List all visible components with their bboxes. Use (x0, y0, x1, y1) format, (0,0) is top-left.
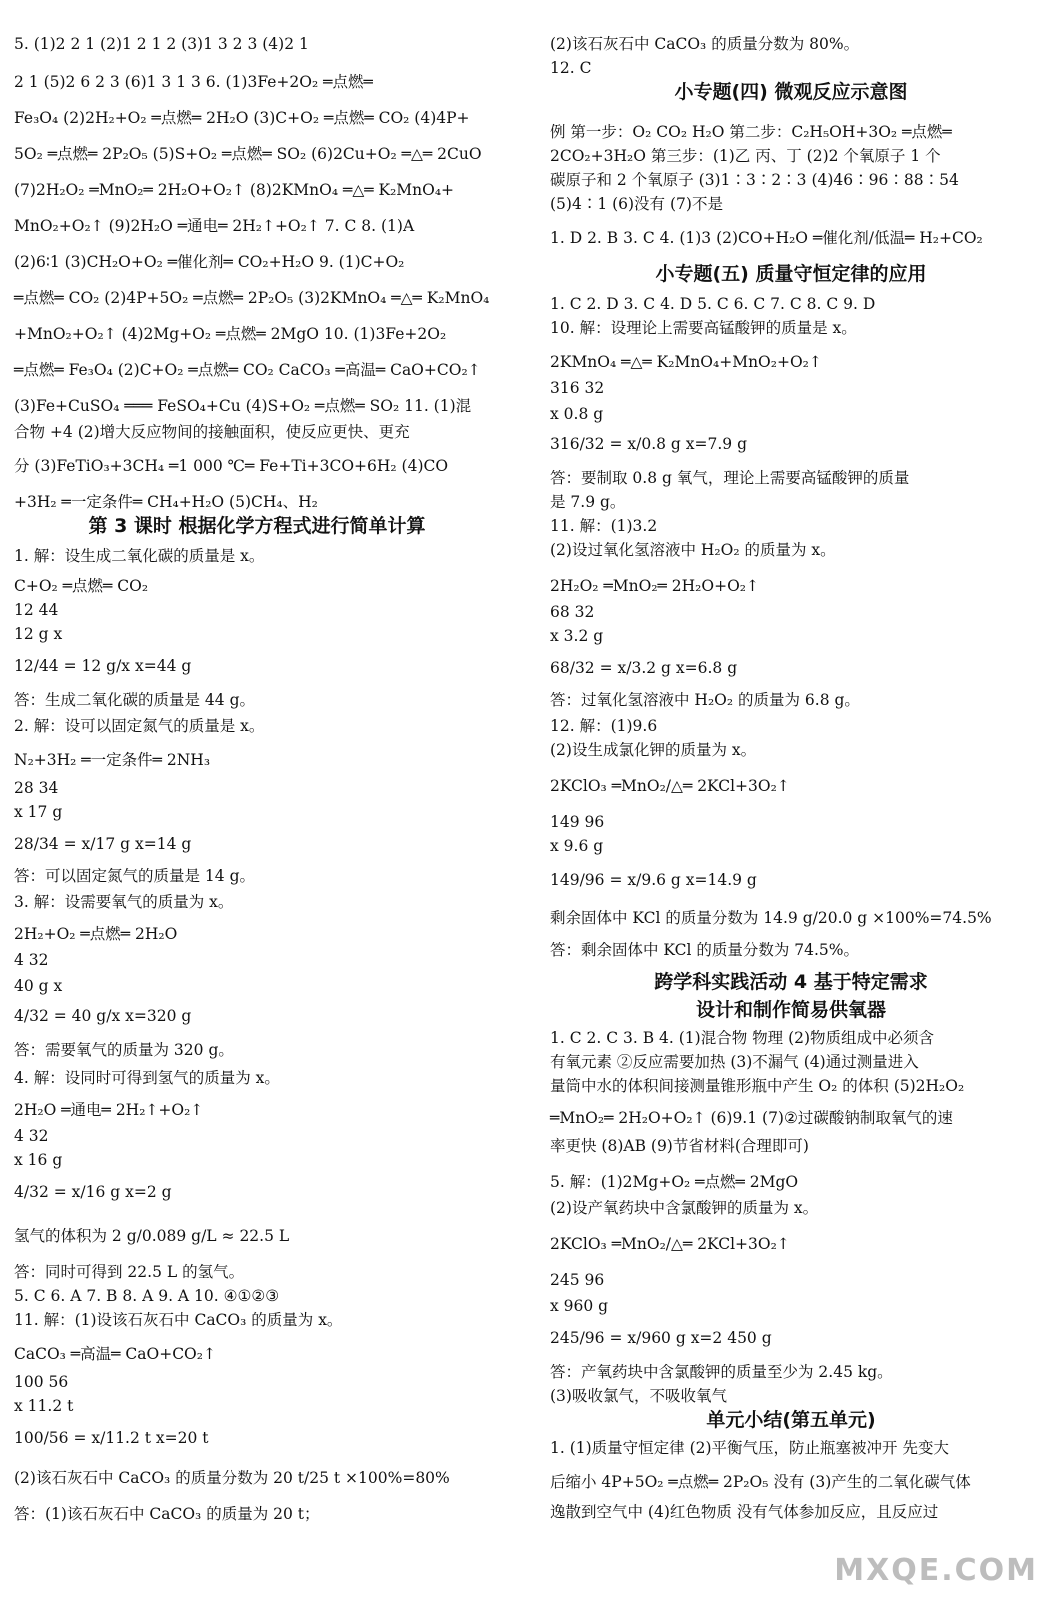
text-line: 1. C 2. D 3. C 4. D 5. C 6. C 7. C 8. C 9. D (550, 295, 876, 313)
text-line: (7)2H₂O₂ ═MnO₂═ 2H₂O+O₂↑ (8)2KMnO₄ ═△═ K₂MnO₄+ (14, 181, 455, 199)
text-line: 1. 解：设生成二氧化碳的质量是 x。 (14, 547, 265, 565)
text-line: x 3.2 g (550, 627, 604, 645)
section-heading: 设计和制作简易供氧器 (695, 999, 886, 1021)
text-line: 5. (1)2 2 1 (2)1 2 1 2 (3)1 3 2 3 (4)2 1 (14, 35, 309, 53)
text-line: 11. 解：(1)3.2 (550, 517, 658, 535)
text-line: 4/32 = x/16 g x=2 g (14, 1183, 172, 1201)
section-heading: 跨学科实践活动 4 基于特定需求 (654, 971, 928, 993)
section-heading: 第 3 课时 根据化学方程式进行简单计算 (88, 515, 426, 537)
text-line: 149/96 = x/9.6 g x=14.9 g (550, 871, 757, 889)
text-line: x 960 g (550, 1297, 609, 1315)
text-line: 逸散到空气中 (4)红色物质 没有气体参加反应，且反应过 (550, 1503, 939, 1521)
text-line: 4. 解：设同时可得到氢气的质量为 x。 (14, 1069, 280, 1087)
text-line: MnO₂+O₂↑ (9)2H₂O ═通电═ 2H₂↑+O₂↑ 7. C 8. (1)A (14, 217, 415, 235)
text-line: ═点燃═ Fe₃O₄ (2)C+O₂ ═点燃═ CO₂ CaCO₃ ═高温═ CaO+CO₂↑ (14, 361, 481, 379)
text-line: x 9.6 g (550, 837, 604, 855)
text-line: (2)设过氧化氢溶液中 H₂O₂ 的质量为 x。 (550, 541, 836, 559)
text-line: 答：生成二氧化碳的质量是 44 g。 (14, 691, 256, 709)
text-line: 4/32 = 40 g/x x=320 g (14, 1007, 192, 1025)
text-line: (2)设生成氯化钾的质量为 x。 (550, 741, 757, 759)
text-line: 1. C 2. C 3. B 4. (1)混合物 物理 (2)物质组成中必须含 (550, 1029, 935, 1047)
text-line: 答：同时可得到 22.5 L 的氢气。 (14, 1263, 245, 1281)
text-line: 2H₂+O₂ ═点燃═ 2H₂O (14, 925, 178, 943)
text-line: 245/96 = x/960 g x=2 450 g (550, 1329, 772, 1347)
watermark: MXQE.COM (834, 1553, 1038, 1588)
text-line: (5)4∶1 (6)没有 (7)不是 (550, 195, 723, 213)
text-line: 316 32 (550, 379, 605, 397)
text-line: 40 g x (14, 977, 63, 995)
text-line: x 16 g (14, 1151, 63, 1169)
text-line: 5O₂ ═点燃═ 2P₂O₅ (5)S+O₂ ═点燃═ SO₂ (6)2Cu+O₂ ═△═ 2CuO (14, 145, 482, 163)
text-line: N₂+3H₂ ═一定条件═ 2NH₃ (14, 751, 211, 769)
text-line: 碳原子和 2 个氧原子 (3)1∶3∶2∶3 (4)46∶96∶88∶54 (550, 171, 959, 189)
text-line: +MnO₂+O₂↑ (4)2Mg+O₂ ═点燃═ 2MgO 10. (1)3Fe+2O₂ (14, 325, 447, 343)
text-line: 100 56 (14, 1373, 69, 1391)
text-line: 2KClO₃ ═MnO₂/△═ 2KCl+3O₂↑ (550, 1235, 790, 1253)
text-line: 12 g x (14, 625, 63, 643)
text-line: 12/44 = 12 g/x x=44 g (14, 657, 192, 675)
text-line: 100/56 = x/11.2 t x=20 t (14, 1429, 209, 1447)
text-line: CaCO₃ ═高温═ CaO+CO₂↑ (14, 1345, 216, 1363)
text-line: 答：过氧化氢溶液中 H₂O₂ 的质量为 6.8 g。 (550, 691, 860, 709)
text-line: 4 32 (14, 951, 49, 969)
text-line: (2)设产氧药块中含氯酸钾的质量为 x。 (550, 1199, 819, 1217)
text-line: 答：(1)该石灰石中 CaCO₃ 的质量为 20 t； (14, 1505, 320, 1523)
text-line: 12 44 (14, 601, 59, 619)
text-line: 率更快 (8)AB (9)节省材料(合理即可) (550, 1137, 809, 1155)
text-line: x 17 g (14, 803, 63, 821)
text-line: 4 32 (14, 1127, 49, 1145)
text-line: 5. 解：(1)2Mg+O₂ ═点燃═ 2MgO (550, 1173, 799, 1191)
text-line: 合物 +4 (2)增大反应物间的接触面积，使反应更快、更充 (14, 423, 410, 441)
text-line: 量筒中水的体积间接测量锥形瓶中产生 O₂ 的体积 (5)2H₂O₂ (550, 1077, 965, 1095)
text-line: 剩余固体中 KCl 的质量分数为 14.9 g/20.0 g ×100%=74.5% (550, 909, 992, 927)
text-line: 149 96 (550, 813, 605, 831)
text-line: x 11.2 t (14, 1397, 74, 1415)
text-line: 答：可以固定氮气的质量是 14 g。 (14, 867, 256, 885)
text-line: (2)6∶1 (3)CH₂O+O₂ ═催化剂═ CO₂+H₂O 9. (1)C+O₂ (14, 253, 405, 271)
text-line: 答：要制取 0.8 g 氧气，理论上需要高锰酸钾的质量 (550, 469, 910, 487)
text-line: 2CO₂+3H₂O 第三步：(1)乙 丙、丁 (2)2 个氧原子 1 个 (550, 147, 941, 165)
text-line: ═MnO₂═ 2H₂O+O₂↑ (6)9.1 (7)②过碳酸钠制取氧气的速 (550, 1109, 953, 1127)
text-line: 316/32 = x/0.8 g x=7.9 g (550, 435, 747, 453)
text-line: (3)Fe+CuSO₄ ═══ FeSO₄+Cu (4)S+O₂ ═点燃═ SO₂ 11. (1)混 (14, 397, 472, 415)
text-line: 3. 解：设需要氧气的质量为 x。 (14, 893, 234, 911)
text-line: 10. 解：设理论上需要高锰酸钾的质量是 x。 (550, 319, 857, 337)
text-line: 1. (1)质量守恒定律 (2)平衡气压，防止瓶塞被冲开 先变大 (550, 1439, 949, 1457)
text-line: x 0.8 g (550, 405, 604, 423)
text-line: 答：剩余固体中 KCl 的质量分数为 74.5%。 (550, 941, 860, 959)
text-line: 2H₂O₂ ═MnO₂═ 2H₂O+O₂↑ (550, 577, 760, 595)
text-line: 68 32 (550, 603, 595, 621)
section-heading: 小专题(四) 微观反应示意图 (674, 81, 908, 103)
text-line: 28 34 (14, 779, 59, 797)
text-line: 245 96 (550, 1271, 605, 1289)
text-line: 1. D 2. B 3. C 4. (1)3 (2)CO+H₂O ═催化剂/低温═ H₂+CO₂ (550, 229, 983, 247)
text-line: ═点燃═ CO₂ (2)4P+5O₂ ═点燃═ 2P₂O₅ (3)2KMnO₄ ═△═ K₂MnO₄ (14, 289, 490, 307)
section-heading: 单元小结(第五单元) (706, 1409, 876, 1431)
text-line: +3H₂ ═一定条件═ CH₄+H₂O (5)CH₄、H₂ (14, 493, 318, 511)
text-line: 后缩小 4P+5O₂ ═点燃═ 2P₂O₅ 没有 (3)产生的二氧化碳气体 (550, 1473, 971, 1491)
text-line: 12. C (550, 59, 592, 77)
text-line: 2 1 (5)2 6 2 3 (6)1 3 1 3 6. (1)3Fe+2O₂ ═点燃═ (14, 73, 373, 91)
text-line: 2. 解：设可以固定氮气的质量是 x。 (14, 717, 265, 735)
text-line: (2)该石灰石中 CaCO₃ 的质量分数为 20 t/25 t ×100%=80% (14, 1469, 450, 1487)
text-line: 2KMnO₄ ═△═ K₂MnO₄+MnO₂+O₂↑ (550, 353, 822, 371)
text-line: 2H₂O ═通电═ 2H₂↑+O₂↑ (14, 1101, 204, 1119)
text-line: 例 第一步：O₂ CO₂ H₂O 第二步：C₂H₅OH+3O₂ ═点燃═ (550, 123, 952, 141)
text-line: 答：需要氧气的质量为 320 g。 (14, 1041, 234, 1059)
text-line: 2KClO₃ ═MnO₂/△═ 2KCl+3O₂↑ (550, 777, 790, 795)
text-line: 氢气的体积为 2 g/0.089 g/L ≈ 22.5 L (14, 1227, 290, 1245)
text-line: 5. C 6. A 7. B 8. A 9. A 10. ④①②③ (14, 1287, 280, 1305)
text-line: 答：产氧药块中含氯酸钾的质量至少为 2.45 kg。 (550, 1363, 893, 1381)
text-line: (2)该石灰石中 CaCO₃ 的质量分数为 80%。 (550, 35, 860, 53)
text-line: 是 7.9 g。 (550, 493, 626, 511)
text-line: 分 (3)FeTiO₃+3CH₄ ═1 000 ℃═ Fe+Ti+3CO+6H₂ (4)CO (14, 457, 449, 475)
text-line: 有氧元素 ②反应需要加热 (3)不漏气 (4)通过测量进入 (550, 1053, 919, 1071)
text-line: 11. 解：(1)设该石灰石中 CaCO₃ 的质量为 x。 (14, 1311, 343, 1329)
section-heading: 小专题(五) 质量守恒定律的应用 (655, 263, 927, 285)
text-line: C+O₂ ═点燃═ CO₂ (14, 577, 149, 595)
text-line: 12. 解：(1)9.6 (550, 717, 658, 735)
text-line: 68/32 = x/3.2 g x=6.8 g (550, 659, 738, 677)
text-line: (3)吸收氯气，不吸收氧气 (550, 1387, 727, 1405)
text-line: 28/34 = x/17 g x=14 g (14, 835, 192, 853)
text-line: Fe₃O₄ (2)2H₂+O₂ ═点燃═ 2H₂O (3)C+O₂ ═点燃═ CO₂ (4)4P+ (14, 109, 470, 127)
